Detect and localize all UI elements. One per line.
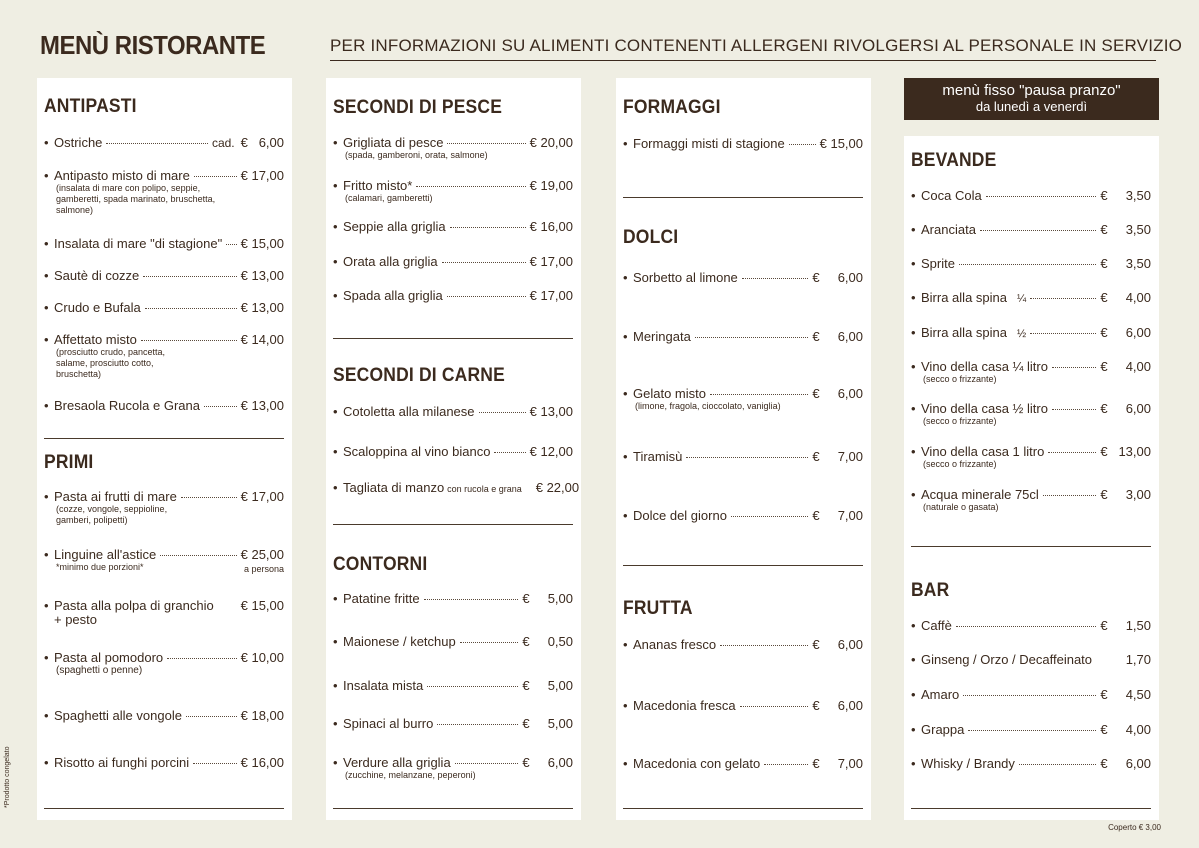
menu-item — [333, 255, 573, 269]
pausa-pranzo-title: menù fisso "pausa pranzo" — [942, 82, 1121, 99]
item-name: • Pasta al pomodoro — [44, 651, 163, 665]
section-title-formaggi: FORMAGGI — [623, 97, 721, 118]
section-title-secondi-carne: SECONDI DI CARNE — [333, 365, 505, 386]
item-note: (spada, gamberoni, orata, salmone) — [345, 150, 488, 160]
item-price: € 3,50 — [1100, 256, 1151, 271]
section-title-dolci: DOLCI — [623, 227, 679, 248]
item-price: € 6,00 — [240, 135, 284, 150]
menu-item — [44, 269, 284, 283]
item-name: • Verdure alla griglia — [333, 756, 451, 770]
item-price: € 5,00 — [522, 716, 573, 731]
item-name: • Antipasto misto di mare — [44, 169, 190, 183]
item-name: • Maionese / ketchup — [333, 635, 456, 649]
item-price: € 17,00 — [529, 288, 573, 303]
menu-item — [911, 291, 1151, 306]
item-price: € 6,00 — [522, 755, 573, 770]
frozen-product-note: *Prodotto congelato — [4, 746, 11, 808]
menu-column-bevande-bar — [904, 136, 1159, 820]
menu-item — [623, 137, 863, 151]
item-price: € 3,50 — [1100, 188, 1151, 203]
item-name: • Crudo e Bufala — [44, 301, 141, 315]
item-name: • Patatine fritte — [333, 592, 420, 606]
item-name: • Dolce del giorno — [623, 509, 727, 523]
section-title-primi: PRIMI — [44, 452, 94, 473]
item-price: € 4,00 — [1100, 359, 1151, 374]
item-price: € 7,00 — [812, 449, 863, 464]
item-name: • Sorbetto al limone — [623, 271, 738, 285]
menu-item — [44, 399, 284, 413]
menu-item — [333, 480, 580, 496]
section-divider — [623, 808, 863, 809]
item-name: • Linguine all'astice — [44, 548, 156, 562]
section-divider — [44, 808, 284, 809]
section-title-contorni: CONTORNI — [333, 554, 428, 575]
menu-item — [333, 592, 573, 606]
section-divider — [333, 338, 573, 339]
item-note: (naturale o gasata) — [923, 502, 999, 512]
item-note: (insalata di mare con polipo, seppie, gamberetti, spada marinato, bruschetta, salmone) — [56, 183, 216, 215]
item-name: • Insalata di mare "di stagione" — [44, 237, 222, 251]
item-price: € 18,00 — [240, 708, 284, 723]
menu-item — [623, 330, 863, 344]
item-price: € 7,00 — [812, 756, 863, 771]
menu-item — [911, 445, 1151, 470]
menu-item — [623, 271, 863, 285]
item-price: € 6,00 — [1100, 325, 1151, 340]
item-price: € 12,00 — [529, 444, 573, 459]
menu-item — [623, 450, 863, 464]
cover-charge: Coperto € 3,00 — [1108, 823, 1161, 832]
item-name: • Spinaci al burro — [333, 717, 433, 731]
item-name: • Amaro — [911, 688, 959, 702]
item-price: € 25,00 — [240, 547, 284, 562]
menu-column-secondi-contorni — [326, 78, 581, 820]
menu-column-antipasti-primi — [37, 78, 292, 820]
menu-item — [911, 688, 1151, 702]
allergen-note: PER INFORMAZIONI SU ALIMENTI CONTENENTI ALLERGENI RIVOLGERSI AL PERSONALE IN SERVIZIO — [330, 36, 1156, 61]
menu-item — [911, 619, 1151, 633]
item-note: (secco o frizzante) — [923, 459, 997, 469]
item-price: € 13,00 — [529, 404, 573, 419]
item-price: € 13,00 — [240, 398, 284, 413]
section-title-bar: BAR — [911, 580, 950, 601]
menu-item — [44, 599, 284, 627]
item-price: € 6,00 — [1100, 401, 1151, 416]
item-name: • Pasta ai frutti di mare — [44, 490, 177, 504]
section-divider — [623, 565, 863, 566]
item-name: • Formaggi misti di stagione — [623, 137, 785, 151]
item-price: € 1,50 — [1100, 618, 1151, 633]
menu-item — [44, 651, 284, 676]
item-price: € 20,00 — [529, 135, 573, 150]
item-price: € 6,00 — [1100, 756, 1151, 771]
item-price: € 7,00 — [812, 508, 863, 523]
item-name: • Whisky / Brandy — [911, 757, 1015, 771]
item-note: (secco o frizzante) — [923, 374, 997, 384]
menu-item — [911, 360, 1151, 385]
section-divider — [44, 438, 284, 439]
item-name: • Affettato misto — [44, 333, 137, 347]
item-price: € 13,00 — [240, 268, 284, 283]
item-name: • Spaghetti alle vongole — [44, 709, 182, 723]
section-divider — [333, 808, 573, 809]
item-price: € 17,00 — [240, 489, 284, 504]
menu-item — [44, 709, 284, 723]
menu-item — [333, 679, 573, 693]
section-title-antipasti: ANTIPASTI — [44, 96, 137, 117]
item-name: • Seppie alla griglia — [333, 220, 446, 234]
item-name: • Vino della casa ½ litro — [911, 402, 1048, 416]
item-price: € 5,00 — [522, 591, 573, 606]
item-name: • Tagliata di manzo — [333, 481, 444, 495]
item-name: • Meringata — [623, 330, 691, 344]
item-price: € 15,00 — [240, 236, 284, 251]
menu-item — [911, 757, 1151, 771]
menu-item — [44, 490, 284, 526]
item-name: • Sautè di cozze — [44, 269, 139, 283]
menu-item — [623, 387, 863, 412]
menu-item — [623, 638, 863, 652]
item-price: € 4,50 — [1100, 687, 1151, 702]
item-price: € 6,00 — [812, 386, 863, 401]
item-name: • Pasta alla polpa di granchio — [44, 599, 214, 613]
item-note: (cozze, vongole, seppioline, gamberi, polipetti) — [56, 504, 168, 525]
item-name: • Scaloppina al vino bianco — [333, 445, 490, 459]
item-price: € 3,50 — [1100, 222, 1151, 237]
item-price: € 4,00 — [1100, 722, 1151, 737]
item-price: € 0,50 — [522, 634, 573, 649]
menu-item — [911, 223, 1151, 237]
item-price: € 16,00 — [529, 219, 573, 234]
menu-item — [44, 756, 284, 770]
item-name: • Ananas fresco — [623, 638, 716, 652]
section-title-secondi-pesce: SECONDI DI PESCE — [333, 97, 503, 118]
item-price: € 22,00 — [535, 480, 580, 495]
item-price: € 15,00 — [819, 136, 863, 151]
item-price: € 17,00 — [529, 254, 573, 269]
menu-item — [44, 237, 284, 251]
menu-item — [333, 635, 573, 649]
menu-item — [44, 548, 284, 576]
item-name: • Fritto misto* — [333, 179, 412, 193]
item-price: € 19,00 — [529, 178, 573, 193]
item-price: € 13,00 — [1100, 444, 1151, 459]
menu-item — [333, 136, 573, 161]
menu-item — [911, 402, 1151, 427]
menu-item — [911, 488, 1151, 513]
item-name: • Risotto ai funghi porcini — [44, 756, 189, 770]
item-note: *minimo due porzioni* — [56, 562, 144, 572]
item-note: (prosciutto crudo, pancetta, salame, prosciutto cotto, bruschetta) — [56, 347, 166, 379]
item-unit: cad. — [211, 136, 235, 150]
item-name: • Vino della casa ¼ litro — [911, 360, 1048, 374]
menu-item — [44, 333, 284, 380]
menu-item — [911, 189, 1151, 203]
item-name: • Birra alla spina — [911, 326, 1007, 340]
menu-item — [911, 723, 1151, 737]
item-name: • Ginseng / Orzo / Decaffeinato — [911, 653, 1092, 667]
menu-column-formaggi-dolci-frutta — [616, 78, 871, 820]
section-divider — [623, 197, 863, 198]
item-name: • Insalata mista — [333, 679, 423, 693]
item-note: (spaghetti o penne) — [56, 665, 143, 676]
item-price: € 4,00 — [1100, 290, 1151, 305]
item-name: • Orata alla griglia — [333, 255, 438, 269]
item-name: • Caffè — [911, 619, 952, 633]
item-name: • Grigliata di pesce — [333, 136, 443, 150]
item-price: € 5,00 — [522, 678, 573, 693]
menu-item — [911, 653, 1151, 667]
item-price: € 15,00 — [240, 598, 284, 613]
item-price: € 13,00 — [240, 300, 284, 315]
item-name-continued: + pesto — [54, 612, 98, 627]
item-price: € 6,00 — [812, 637, 863, 652]
menu-item — [911, 326, 1151, 341]
item-note-per-person: a persona — [243, 564, 284, 574]
item-price: € 6,00 — [812, 329, 863, 344]
menu-item — [623, 699, 863, 713]
menu-item — [333, 756, 573, 781]
item-name: • Cotoletta alla milanese — [333, 405, 475, 419]
item-name: • Aranciata — [911, 223, 976, 237]
item-size: ½ — [1017, 328, 1027, 340]
item-name: • Tiramisù — [623, 450, 682, 464]
item-name: • Grappa — [911, 723, 964, 737]
item-name: • Coca Cola — [911, 189, 982, 203]
item-name-detail: con rucola e grana — [447, 484, 522, 494]
item-note: (calamari, gamberetti) — [345, 193, 433, 203]
item-note: (zucchine, melanzane, peperoni) — [345, 770, 476, 780]
item-name: • Macedonia fresca — [623, 699, 736, 713]
pausa-pranzo-days: da lunedì a venerdì — [975, 99, 1088, 114]
item-name: • Sprite — [911, 257, 955, 271]
section-divider — [911, 546, 1151, 547]
menu-item — [623, 509, 863, 523]
item-name: • Bresaola Rucola e Grana — [44, 399, 200, 413]
menu-item — [333, 445, 573, 459]
menu-item — [333, 405, 573, 419]
menu-item — [333, 717, 573, 731]
menu-item — [911, 257, 1151, 271]
section-divider — [333, 524, 573, 525]
item-name: • Vino della casa 1 litro — [911, 445, 1044, 459]
item-name: • Gelato misto — [623, 387, 706, 401]
item-price: € 6,00 — [812, 698, 863, 713]
item-size: ¼ — [1017, 293, 1027, 305]
item-price: € 17,00 — [240, 168, 284, 183]
menu-item — [44, 301, 284, 315]
item-name: • Acqua minerale 75cl — [911, 488, 1039, 502]
menu-item — [44, 136, 284, 150]
item-price: € 16,00 — [240, 755, 284, 770]
section-divider — [911, 808, 1151, 809]
menu-item — [623, 757, 863, 771]
section-title-frutta: FRUTTA — [623, 598, 693, 619]
item-price: € 6,00 — [812, 270, 863, 285]
item-price: € 3,00 — [1100, 487, 1151, 502]
item-name: • Spada alla griglia — [333, 289, 443, 303]
item-name: • Birra alla spina — [911, 291, 1007, 305]
menu-item — [333, 179, 573, 204]
item-name: • Macedonia con gelato — [623, 757, 760, 771]
menu-item — [333, 220, 573, 234]
item-price: 1,70 — [1125, 652, 1151, 667]
item-note: (secco o frizzante) — [923, 416, 997, 426]
item-note: (limone, fragola, cioccolato, vaniglia) — [635, 401, 781, 411]
pausa-pranzo-banner — [904, 78, 1159, 120]
page-title: MENÙ RISTORANTE — [40, 30, 266, 60]
item-price: € 14,00 — [240, 332, 284, 347]
item-price: € 10,00 — [240, 650, 284, 665]
menu-item — [333, 289, 573, 303]
item-name: • Ostriche — [44, 136, 102, 150]
section-title-bevande: BEVANDE — [911, 150, 997, 171]
menu-item — [44, 169, 284, 216]
